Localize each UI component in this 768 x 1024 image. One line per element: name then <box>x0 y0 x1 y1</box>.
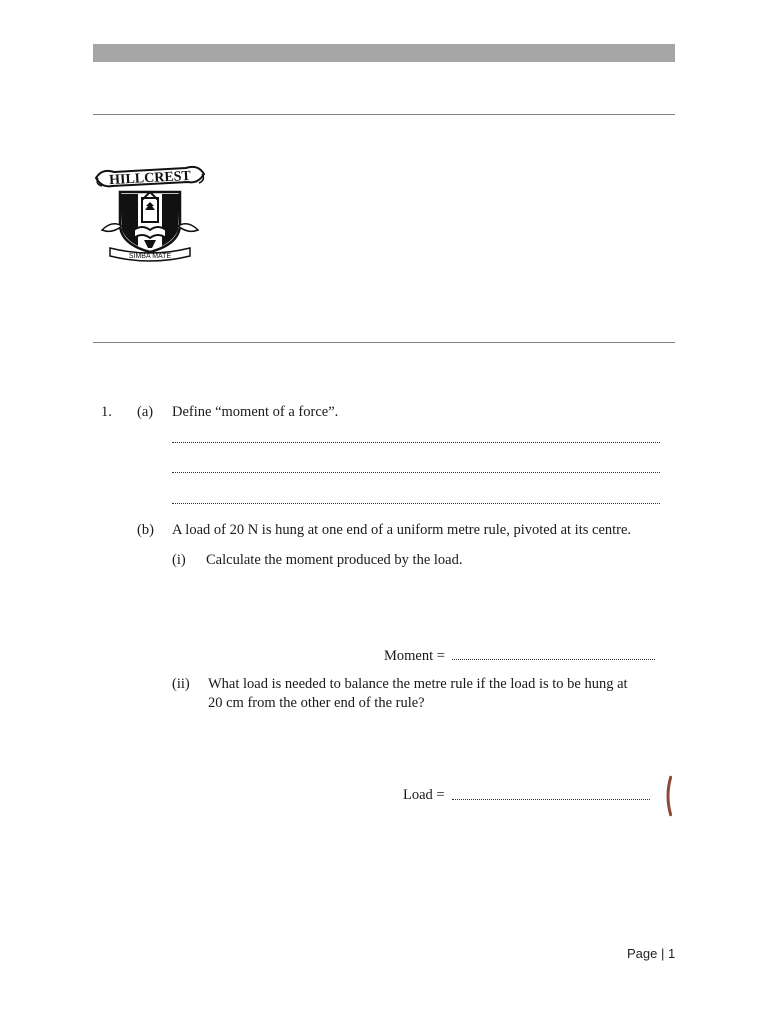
scan-edge-mark <box>664 774 672 818</box>
sub-ii-text-line2: 20 cm from the other end of the rule? <box>208 695 425 711</box>
answer-line[interactable] <box>172 503 660 504</box>
moment-answer-line[interactable] <box>452 659 655 660</box>
load-answer-label: Load = <box>403 787 445 803</box>
header-divider-top <box>93 114 675 115</box>
hillcrest-crest-icon <box>92 160 208 264</box>
part-a-label: (a) <box>137 404 154 420</box>
part-b-text: A load of 20 N is hung at one end of a uniform metre rule, pivoted at its centre. <box>172 522 632 538</box>
answer-line[interactable] <box>172 442 660 443</box>
header-bar <box>93 44 675 62</box>
sub-i-text: Calculate the moment produced by the load. <box>206 552 463 568</box>
sub-i-label: (i) <box>172 552 186 568</box>
part-a-text: Define “moment of a force”. <box>172 404 339 420</box>
moment-answer-label: Moment = <box>384 648 445 664</box>
sub-ii-label: (ii) <box>172 676 190 692</box>
crest-motto-text: SIMBA MATE <box>128 253 172 260</box>
crest-banner-text: HILLCREST <box>108 168 192 189</box>
part-b-label: (b) <box>137 522 154 538</box>
answer-line[interactable] <box>172 472 660 473</box>
header-divider-bottom <box>93 342 675 343</box>
load-answer-line[interactable] <box>452 799 650 800</box>
sub-ii-text-line1: What load is needed to balance the metre rule if the load is to be hung at <box>208 676 628 692</box>
question-number: 1. <box>101 404 112 420</box>
page-number: Page | 1 <box>627 946 676 961</box>
